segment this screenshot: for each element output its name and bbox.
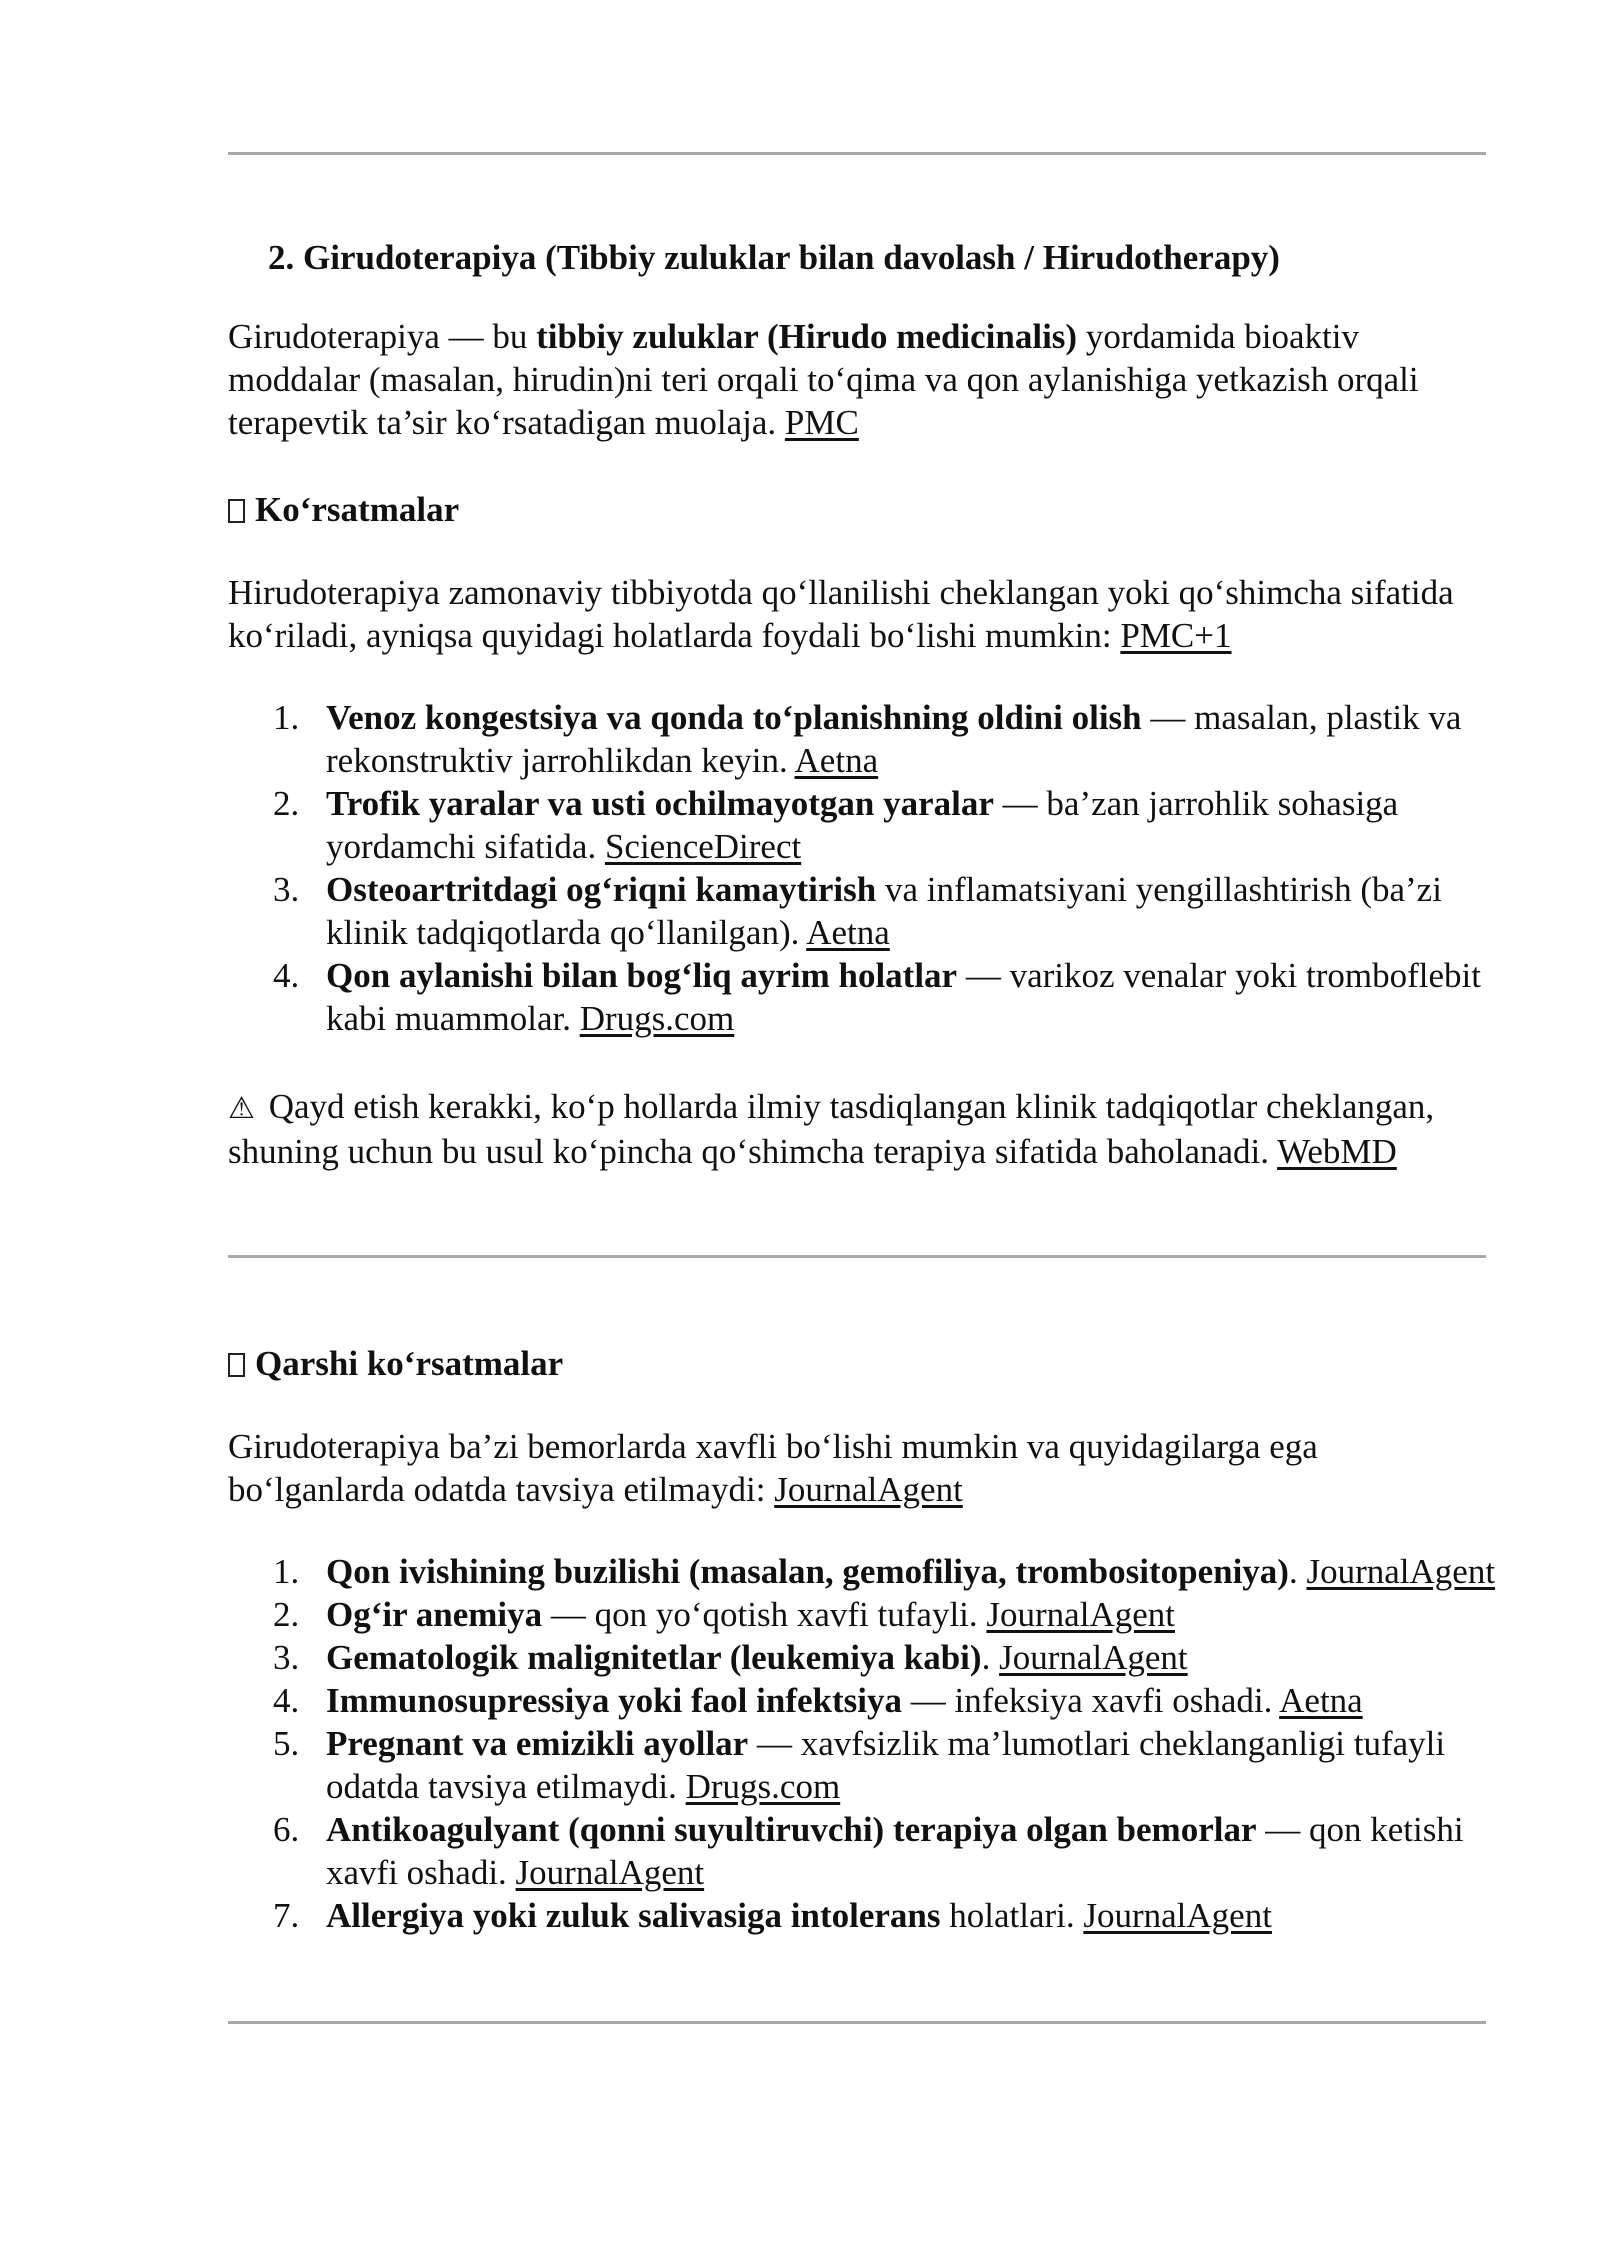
list-number: 1. — [273, 1552, 300, 1591]
list-item — [228, 1636, 1498, 1679]
warning-paragraph — [228, 1085, 1498, 1173]
contraindications-heading-text: Qarshi ko‘rsatmalar — [255, 1344, 564, 1383]
list-item — [228, 1894, 1498, 1937]
list-number: 2. — [273, 784, 300, 823]
list-item-bold: Gematologik malignitetlar (leukemiya kabi) — [326, 1638, 982, 1677]
list-item-text: — ba’zan jarrohlik sohasiga yordamchi sifatida. — [326, 784, 1399, 866]
list-item-text: holatlari. — [940, 1896, 1084, 1935]
section-title: 2. Girudoterapiya (Tibbiy zuluklar bilan davolash / Hirudotherapy) — [268, 238, 1280, 277]
contraindications-text: Girudoterapiya ba’zi bemorlarda xavfli bo‘lishi mumkin va quyidagilarga ega bo‘lganlarda odatda tavsiya etilmaydi: — [228, 1427, 1318, 1509]
list-item-link[interactable]: Aetna — [806, 913, 890, 952]
list-item-link[interactable]: JournalAgent — [1306, 1552, 1496, 1591]
list-item-text: — xavfsizlik ma’lumotlari cheklanganligi tufayli odatda tavsiya etilmaydi. — [326, 1724, 1446, 1806]
list-item — [228, 868, 1498, 954]
list-item-text: . — [1288, 1552, 1307, 1591]
indications-list — [228, 696, 1498, 1040]
indications-heading-text: Ko‘rsatmalar — [255, 490, 460, 529]
list-item-text: — infeksiya xavfi oshadi. — [901, 1681, 1280, 1720]
list-item-text: . — [981, 1638, 1000, 1677]
list-item-bold: Venoz kongestsiya va qonda to‘planishning oldini olish — [326, 698, 1142, 737]
list-item — [228, 954, 1498, 1040]
empty-box-icon — [228, 499, 245, 523]
list-number: 1. — [273, 698, 300, 737]
list-number: 2. — [273, 1595, 300, 1634]
intro-pre: Girudoterapiya — bu — [228, 317, 537, 356]
list-item-link[interactable]: Drugs.com — [579, 999, 735, 1038]
intro-post: yordamida bioaktiv moddalar (masalan, hirudin)ni teri orqali to‘qima va qon aylanishiga yetkazish orqali terapevtik ta’sir ko‘rsatadigan muolaja. — [228, 317, 1419, 442]
empty-box-icon — [228, 1353, 245, 1377]
indications-heading — [228, 488, 1498, 531]
list-item-text: — qon yo‘qotish xavfi tufayli. — [542, 1595, 987, 1634]
horizontal-rule-middle — [228, 1255, 1486, 1258]
warning-icon: ⚠ — [228, 1091, 255, 1126]
list-number: 5. — [273, 1724, 300, 1763]
list-item-bold: Osteoartritdagi og‘riqni kamaytirish — [326, 870, 877, 909]
indications-paragraph — [228, 571, 1498, 657]
list-number: 7. — [273, 1896, 300, 1935]
list-item-bold: Og‘ir anemiya — [326, 1595, 543, 1634]
list-item-link[interactable]: Aetna — [794, 741, 879, 780]
list-item-text: — masalan, plastik va rekonstruktiv jarrohlikdan keyin. — [326, 698, 1462, 780]
contraindications-heading — [228, 1342, 1498, 1385]
list-number: 3. — [273, 870, 300, 909]
list-item-bold: Qon ivishining buzilishi (masalan, gemofiliya, trombositopeniya) — [326, 1552, 1289, 1591]
list-item-link[interactable]: JournalAgent — [986, 1595, 1175, 1634]
list-item-link[interactable]: Aetna — [1279, 1681, 1363, 1720]
list-item-link[interactable]: ScienceDirect — [604, 827, 802, 866]
list-item — [228, 696, 1498, 782]
intro-paragraph — [228, 315, 1498, 444]
list-item — [228, 1722, 1498, 1808]
contraindications-link[interactable]: JournalAgent — [774, 1470, 963, 1509]
list-item-bold: Pregnant va emizikli ayollar — [326, 1724, 749, 1763]
list-item-link[interactable]: Drugs.com — [685, 1767, 841, 1806]
list-number: 4. — [273, 956, 300, 995]
list-number: 6. — [273, 1810, 300, 1849]
list-item-text: — qon ketishi xavfi oshadi. — [326, 1810, 1464, 1892]
warning-text: Qayd etish kerakki, ko‘p hollarda ilmiy tasdiqlangan klinik tadqiqotlar cheklangan, shuning uchun bu usul ko‘pincha qo‘shimcha terapiya sifatida baholanadi. — [228, 1087, 1435, 1171]
contraindications-paragraph — [228, 1425, 1498, 1511]
list-item-bold: Qon aylanishi bilan bog‘liq ayrim holatlar — [326, 956, 958, 995]
list-item-bold: Trofik yaralar va usti ochilmayotgan yaralar — [326, 784, 994, 823]
list-item-link[interactable]: JournalAgent — [515, 1853, 705, 1892]
list-number: 3. — [273, 1638, 300, 1677]
indications-link[interactable]: PMC+1 — [1120, 616, 1232, 655]
list-item — [228, 1679, 1498, 1722]
list-item-bold: Antikoagulyant (qonni suyultiruvchi) terapiya olgan bemorlar — [326, 1810, 1257, 1849]
horizontal-rule-bottom — [228, 2021, 1486, 2024]
list-item — [228, 1550, 1498, 1593]
list-number: 4. — [273, 1681, 300, 1720]
list-item-link[interactable]: JournalAgent — [999, 1638, 1188, 1677]
horizontal-rule-top — [228, 152, 1486, 155]
warning-link[interactable]: WebMD — [1277, 1132, 1397, 1171]
list-item — [228, 782, 1498, 868]
indications-text: Hirudoterapiya zamonaviy tibbiyotda qo‘llanilishi cheklangan yoki qo‘shimcha sifatida ko‘riladi, ayniqsa quyidagi holatlarda foydali bo‘lishi mumkin: — [228, 573, 1454, 655]
list-item-bold: Immunosupressiya yoki faol infektsiya — [326, 1681, 902, 1720]
list-item-link[interactable]: JournalAgent — [1083, 1896, 1272, 1935]
contraindications-list — [228, 1550, 1498, 1937]
intro-link[interactable]: PMC — [784, 403, 859, 442]
list-item-text: — varikoz venalar yoki tromboflebit kabi muammolar. — [326, 956, 1481, 1038]
list-item — [228, 1593, 1498, 1636]
intro-bold-term: tibbiy zuluklar (Hirudo medicinalis) — [536, 317, 1078, 356]
list-item-bold: Allergiya yoki zuluk salivasiga intolerans — [326, 1896, 941, 1935]
list-item-text: va inflamatsiyani yengillashtirish (ba’zi klinik tadqiqotlarda qo‘llanilgan). — [326, 870, 1442, 952]
list-item — [228, 1808, 1498, 1894]
